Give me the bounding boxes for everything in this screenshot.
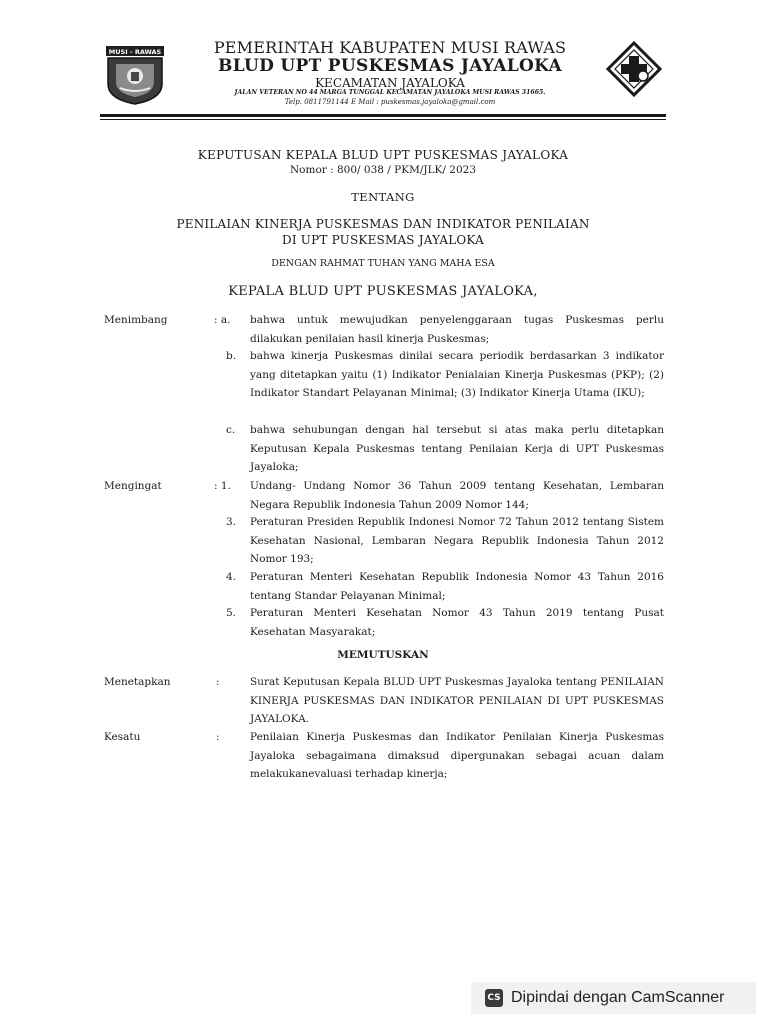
district-name: KECAMATAN JAYALOKA — [315, 76, 465, 90]
mengingat-item-4: Peraturan Menteri Kesehatan Republik Indonesia Nomor 43 Tahun 2016 tentang Standar Pelayanan Minimal; — [250, 571, 664, 602]
decree-title: KEPUTUSAN KEPALA BLUD UPT PUSKESMAS JAYALOKA — [197, 148, 569, 162]
government-name: PEMERINTAH KABUPATEN MUSI RAWAS — [213, 38, 567, 57]
memutuskan-heading: MEMUTUSKAN — [337, 649, 429, 661]
letterhead-rule-thin — [100, 119, 666, 120]
musi-rawas-emblem-icon — [104, 44, 166, 106]
mengingat-item-1: Undang- Undang Nomor 36 Tahun 2009 tentang Kesehatan, Lembaran Negara Republik Indonesia Tahun 2009 Nomor 144; — [250, 480, 664, 511]
mengingat-mark-5: 5. — [226, 607, 237, 619]
camscanner-badge — [471, 982, 756, 1014]
menimbang-item-c: bahwa sehubungan dengan hal tersebut si atas maka perlu ditetapkan Keputusan Kepala Puskesmas tentang Penilaian Kerja di UPT Puskesmas Jayaloka; — [250, 424, 664, 473]
menimbang-item-b: bahwa kinerja Puskesmas dinilai secara periodik berdasarkan 3 indikator yang ditetapkan yaitu (1) Indikator Penialaian Kinerja Puskesmas (PKP); (2) Indikator Standart Pelayanan Minimal; (3) Indikator Kinerja Utama (IKU); — [250, 350, 664, 399]
subject-line-2: DI UPT PUSKESMAS JAYALOKA — [282, 233, 484, 247]
menimbang-mark-a: : a. — [214, 314, 231, 326]
camscanner-text: Dipindai dengan CamScanner — [511, 989, 725, 1006]
mengingat-item-5: Peraturan Menteri Kesehatan Nomor 43 Tahun 2019 tentang Pusat Kesehatan Masyarakat; — [250, 607, 664, 638]
mengingat-mark-1: : 1. — [214, 480, 231, 492]
tentang-heading: TENTANG — [351, 190, 415, 204]
menetapkan-label: Menetapkan — [104, 676, 171, 688]
mengingat-mark-3: 3. — [226, 516, 237, 528]
grace-line: DENGAN RAHMAT TUHAN YANG MAHA ESA — [271, 258, 495, 269]
kesatu-label: Kesatu — [104, 731, 141, 743]
menimbang-mark-c: c. — [226, 424, 236, 436]
contact-line: Telp. 0811791144 E Mail : puskesmas.jayaloka@gmail.com — [284, 98, 496, 106]
institution-name: BLUD UPT PUSKESMAS JAYALOKA — [218, 56, 562, 76]
decree-number: Nomor : 800/ 038 / PKM/JLK/ 2023 — [289, 164, 476, 176]
menimbang-mark-b: b. — [226, 350, 237, 362]
puskesmas-logo-icon — [605, 40, 663, 98]
camscanner-icon: CS — [485, 989, 503, 1007]
decree-subject — [100, 216, 666, 248]
mengingat-item-3: Peraturan Presiden Republik Indonesi Nomor 72 Tahun 2012 tentang Sistem Kesehatan Nasional, Lembaran Negara Republik Indonesia Tahun 2012 Nomor 193; — [250, 516, 664, 565]
menimbang-label: Menimbang — [104, 314, 168, 326]
emblem-label: MUSI - RAWAS — [108, 48, 162, 56]
menetapkan-colon: : — [216, 676, 220, 688]
address-line: JALAN VETERAN NO 44 MARGA TUNGGAL KECAMATAN JAYALOKA MUSI RAWAS 31665. — [234, 89, 546, 96]
kesatu-colon: : — [216, 731, 220, 743]
menetapkan-text: Surat Keputusan Kepala BLUD UPT Puskesmas Jayaloka tentang PENILAIAN KINERJA PUSKESMAS DAN INDIKATOR PENILAIAN DI UPT PUSKESMAS JAYALOKA. — [250, 676, 664, 725]
mengingat-mark-4: 4. — [226, 571, 237, 583]
letterhead-rule — [100, 114, 666, 117]
subject-line-1: PENILAIAN KINERJA PUSKESMAS DAN INDIKATOR PENILAIAN — [176, 217, 590, 231]
kesatu-text: Penilaian Kinerja Puskesmas dan Indikator Penilaian Kinerja Puskesmas Jayaloka sebagaimana dimaksud dipergunakan sebagai acuan dalam melakukanevaluasi terhadap kinerja; — [250, 731, 664, 780]
head-of-office: KEPALA BLUD UPT PUSKESMAS JAYALOKA, — [228, 284, 538, 299]
menimbang-item-a: bahwa untuk mewujudkan penyelenggaraan tugas Puskesmas perlu dilakukan penilaian hasil kinerja Puskesmas; — [250, 314, 664, 345]
mengingat-label: Mengingat — [104, 480, 162, 492]
